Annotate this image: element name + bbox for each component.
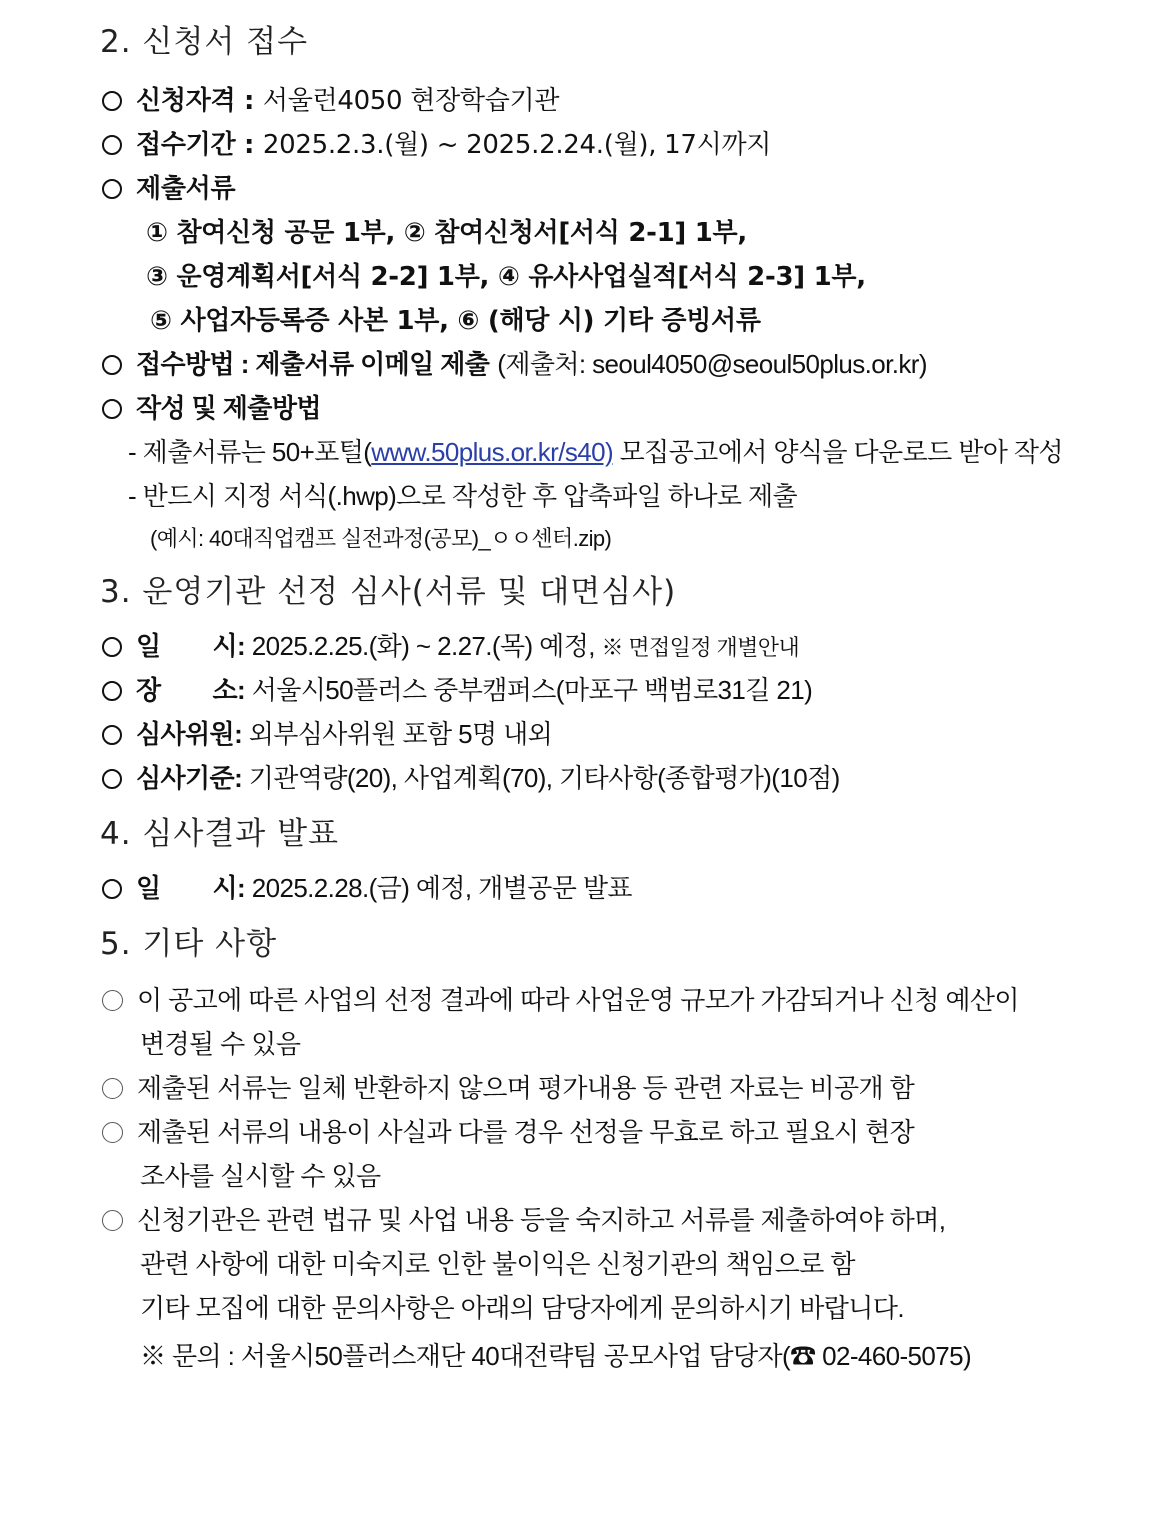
circle-bullet-icon <box>102 637 122 657</box>
section-4-heading: 4. 심사결과 발표 <box>100 816 339 852</box>
notice-item-1-line-1: 이 공고에 따른 사업의 선정 결과에 따라 사업운영 규모가 가감되거나 신청 예산이 <box>137 985 1019 1015</box>
period-label: 접수기간 <box>136 130 236 160</box>
criteria-row <box>102 758 840 795</box>
result-date-value: 2025.2.28.(금) 예정, 개별공문 발표 <box>251 873 632 903</box>
qualification-value: 서울런4050 현장학습기관 <box>262 86 560 116</box>
circle-bullet-icon <box>102 1078 123 1099</box>
circle-bullet-icon <box>102 1210 123 1231</box>
circle-bullet-icon <box>102 1122 123 1143</box>
judges-row <box>102 714 552 751</box>
result-date-row <box>102 868 632 905</box>
notice-item-2 <box>102 1068 914 1105</box>
notice-item-1-line-2: 변경될 수 있음 <box>140 1029 301 1059</box>
circle-bullet-icon <box>102 135 122 155</box>
documents-line-1: ① 참여신청 공문 1부, ② 참여신청서[서식 2-1] 1부, <box>146 218 747 248</box>
review-place-label-1: 장 <box>136 675 161 705</box>
judges-value: 외부심사위원 포함 5명 내외 <box>248 719 553 749</box>
review-date-label-2: 시: <box>212 631 246 661</box>
contact-line <box>140 1336 971 1373</box>
circle-bullet-icon <box>102 879 122 899</box>
method-row: 접수방법 : 제출서류 이메일 제출 (제출처: seoul4050@seoul50plus.or.kr) <box>102 344 927 381</box>
review-date-value: 2025.2.25.(화) ~ 2.27.(목) 예정, <box>251 631 595 661</box>
qualification-row: 신청자격 : 서울런4050 현장학습기관 <box>102 80 559 117</box>
notice-item-4-line-3: 기타 모집에 대한 문의사항은 아래의 담당자에게 문의하시기 바랍니다. <box>140 1293 904 1323</box>
documents-line-2: ③ 운영계획서[서식 2-2] 1부, ④ 유사사업실적[서식 2-3] 1부, <box>146 262 866 292</box>
documents-line-3: ⑤ 사업자등록증 사본 1부, ⑥ (해당 시) 기타 증빙서류 <box>150 306 761 336</box>
notice-item-3-line-1: 제출된 서류의 내용이 사실과 다를 경우 선정을 무효로 하고 필요시 현장 <box>137 1117 915 1147</box>
portal-link[interactable]: www.50plus.or.kr/s40) <box>371 437 614 467</box>
method-label: 접수방법 <box>136 349 235 379</box>
criteria-label: 심사기준: <box>136 763 243 793</box>
notice-item-4 <box>102 1200 945 1237</box>
review-date-row <box>102 626 799 663</box>
contact-phone: 02-460-5075) <box>815 1341 972 1371</box>
documents-label: 제출서류 <box>136 174 236 204</box>
method-email-note: (제출처: seoul4050@seoul50plus.or.kr) <box>497 349 927 379</box>
review-place-label-2: 소: <box>212 675 246 705</box>
howto-line-1-text: - 제출서류는 50+포털( <box>128 437 372 467</box>
result-date-label-1: 일 <box>136 873 161 903</box>
circle-bullet-icon <box>102 399 122 419</box>
section-5-heading: 5. 기타 사항 <box>100 926 278 962</box>
circle-bullet-icon <box>102 179 122 199</box>
contact-text: ※ 문의 : 서울시50플러스재단 40대전략팀 공모사업 담당자( <box>140 1341 791 1371</box>
notice-item-3 <box>102 1112 914 1149</box>
review-place-value: 서울시50플러스 중부캠퍼스(마포구 백범로31길 21) <box>251 675 813 705</box>
howto-example: (예시: 40대직업캠프 실전과정(공모)_ㅇㅇ센터.zip) <box>150 526 612 551</box>
review-date-note: ※ 면접일정 개별안내 <box>601 635 800 660</box>
result-date-label-2: 시: <box>212 873 246 903</box>
circle-bullet-icon <box>102 725 122 745</box>
method-value: 제출서류 이메일 제출 <box>255 349 490 379</box>
notice-item-4-line-1: 신청기관은 관련 법규 및 사업 내용 등을 숙지하고 서류를 제출하여야 하며, <box>137 1205 946 1235</box>
period-row: 접수기간 : 2025.2.3.(월) ~ 2025.2.24.(월), 17시까지 <box>102 124 771 161</box>
criteria-value: 기관역량(20), 사업계획(70), 기타사항(종합평가)(10점) <box>248 763 840 793</box>
qualification-label: 신청자격 <box>136 86 236 116</box>
notice-item-2-line-1: 제출된 서류는 일체 반환하지 않으며 평가내용 등 관련 자료는 비공개 함 <box>137 1073 915 1103</box>
judges-label: 심사위원: <box>136 719 243 749</box>
howto-label: 작성 및 제출방법 <box>136 393 321 423</box>
documents-row <box>102 168 235 205</box>
howto-row <box>102 388 321 425</box>
period-value: 2025.2.3.(월) ~ 2025.2.24.(월), 17시까지 <box>262 130 772 160</box>
section-2-heading: 2. 신청서 접수 <box>100 24 309 60</box>
phone-icon: ☎ <box>790 1341 816 1371</box>
circle-bullet-icon <box>102 990 123 1011</box>
circle-bullet-icon <box>102 681 122 701</box>
howto-line-1-tail: 모집공고에서 양식을 다운로드 받아 작성 <box>613 437 1063 467</box>
notice-item-4-line-2: 관련 사항에 대한 미숙지로 인한 불이익은 신청기관의 책임으로 함 <box>140 1249 855 1279</box>
notice-item-3-line-2: 조사를 실시할 수 있음 <box>140 1161 381 1191</box>
howto-line-1 <box>128 432 1063 469</box>
circle-bullet-icon <box>102 355 122 375</box>
howto-line-2: - 반드시 지정 서식(.hwp)으로 작성한 후 압축파일 하나로 제출 <box>128 481 798 511</box>
notice-item-1 <box>102 980 1019 1017</box>
circle-bullet-icon <box>102 769 122 789</box>
review-date-label-1: 일 <box>136 631 161 661</box>
circle-bullet-icon <box>102 91 122 111</box>
section-3-heading: 3. 운영기관 선정 심사(서류 및 대면심사) <box>100 574 677 610</box>
review-place-row <box>102 670 812 707</box>
